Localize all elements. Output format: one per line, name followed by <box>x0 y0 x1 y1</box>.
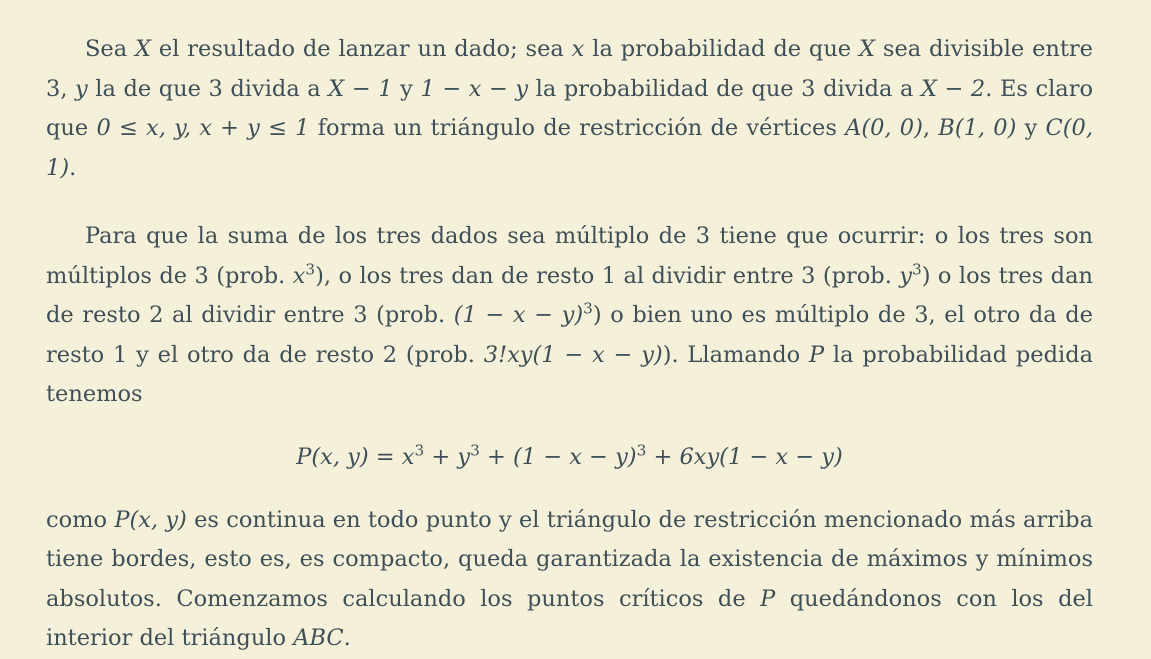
text-run: la probabilidad pedida tenemos <box>46 341 1094 407</box>
text-run: . <box>69 154 77 181</box>
math-x: x <box>571 36 585 62</box>
paragraph-definitions <box>46 30 1093 188</box>
text-run: Para que la suma de los tres dados sea múltiplo de 3 tiene que ocurrir: o los tres son múltiplos de 3 (prob. <box>46 223 1093 289</box>
math-vertex-b: B(1, 0) <box>938 115 1017 141</box>
math-X-minus-1: X − 1 <box>328 75 393 102</box>
paragraph-gap <box>46 188 1093 217</box>
math-P: P <box>760 585 776 612</box>
text-run: la de que 3 divida a <box>87 75 329 102</box>
equation-term-rest: + 6xy(1 − x − y) <box>646 443 843 470</box>
text-run: y <box>1016 115 1046 141</box>
text-run: el resultado de lanzar un dado; sea <box>151 36 572 62</box>
math-six-xy-term: 3!xy(1 − x − y) <box>483 341 663 368</box>
text-run: quedándonos con los del interior del triángulo <box>46 585 1093 651</box>
document-page <box>46 30 1093 659</box>
text-run: . <box>343 625 351 651</box>
equation-term-y: + y <box>424 443 471 470</box>
text-run: Sea <box>85 36 136 62</box>
math-constraint: 0 ≤ x, y, x + y ≤ 1 <box>96 115 310 141</box>
math-x: x <box>292 262 306 289</box>
paragraph-conclusion <box>46 501 1093 659</box>
equation-exponent: 3 <box>470 441 480 460</box>
math-one-minus-x-minus-y: 1 − x − y <box>462 302 575 328</box>
math-y: y <box>899 262 912 289</box>
text-run: es continua en todo punto y el triángulo de restricción mencionado más arriba tiene bordes, esto es, es compacto, queda garantizada la existencia de máximos y mínimos absolutos. Comenzamos calculando los puntos críticos de <box>46 506 1093 612</box>
equation-exponent: 3 <box>636 441 647 460</box>
equation-lhs: P(x, y) = x <box>296 443 415 470</box>
math-exponent: 3 <box>912 260 922 279</box>
text-run: como <box>46 506 115 533</box>
text-run: la probabilidad de que 3 divida a <box>528 75 921 102</box>
math-exponent: 3 <box>583 299 593 318</box>
equation-exponent: 3 <box>414 441 425 460</box>
text-run: ). Llamando <box>662 341 809 368</box>
display-equation <box>46 437 1093 477</box>
math-paren-close: ) <box>574 302 584 328</box>
text-run: forma un triángulo de restricción de vértices <box>309 115 846 141</box>
text-run: ) o los tres dan de resto 2 al dividir entre 3 (prob. <box>46 262 1093 328</box>
text-run: ), o los tres dan de resto 1 al dividir entre 3 (prob. <box>315 262 900 289</box>
equation-term-paren: + (1 − x − y) <box>479 443 637 470</box>
text-run: ) o bien uno es múltiplo de 3, el otro da de resto 1 y el otro da de resto 2 (prob. <box>46 302 1093 368</box>
math-ABC: ABC <box>293 625 344 651</box>
math-vertex-a: A(0, 0) <box>845 115 923 141</box>
math-vertex-c: C(0, 1) <box>46 115 1093 181</box>
text-run: y <box>392 75 421 102</box>
math-X: X <box>859 36 876 62</box>
paragraph-cases <box>46 217 1093 415</box>
math-y: y <box>75 75 88 102</box>
text-run: , <box>922 115 939 141</box>
math-exponent: 3 <box>305 260 316 279</box>
math-X-minus-2: X − 2 <box>920 75 986 102</box>
math-X: X <box>135 36 152 62</box>
text-run: . Es claro que <box>46 75 1094 141</box>
math-one-minus-x-minus-y: 1 − x − y <box>420 75 529 102</box>
text-run: sea divisible entre 3, <box>46 36 1093 102</box>
math-P: P <box>808 341 825 368</box>
math-paren-open: ( <box>453 302 463 328</box>
text-run: la probabilidad de que <box>584 36 859 62</box>
math-Pxy: P(x, y) <box>114 506 187 533</box>
